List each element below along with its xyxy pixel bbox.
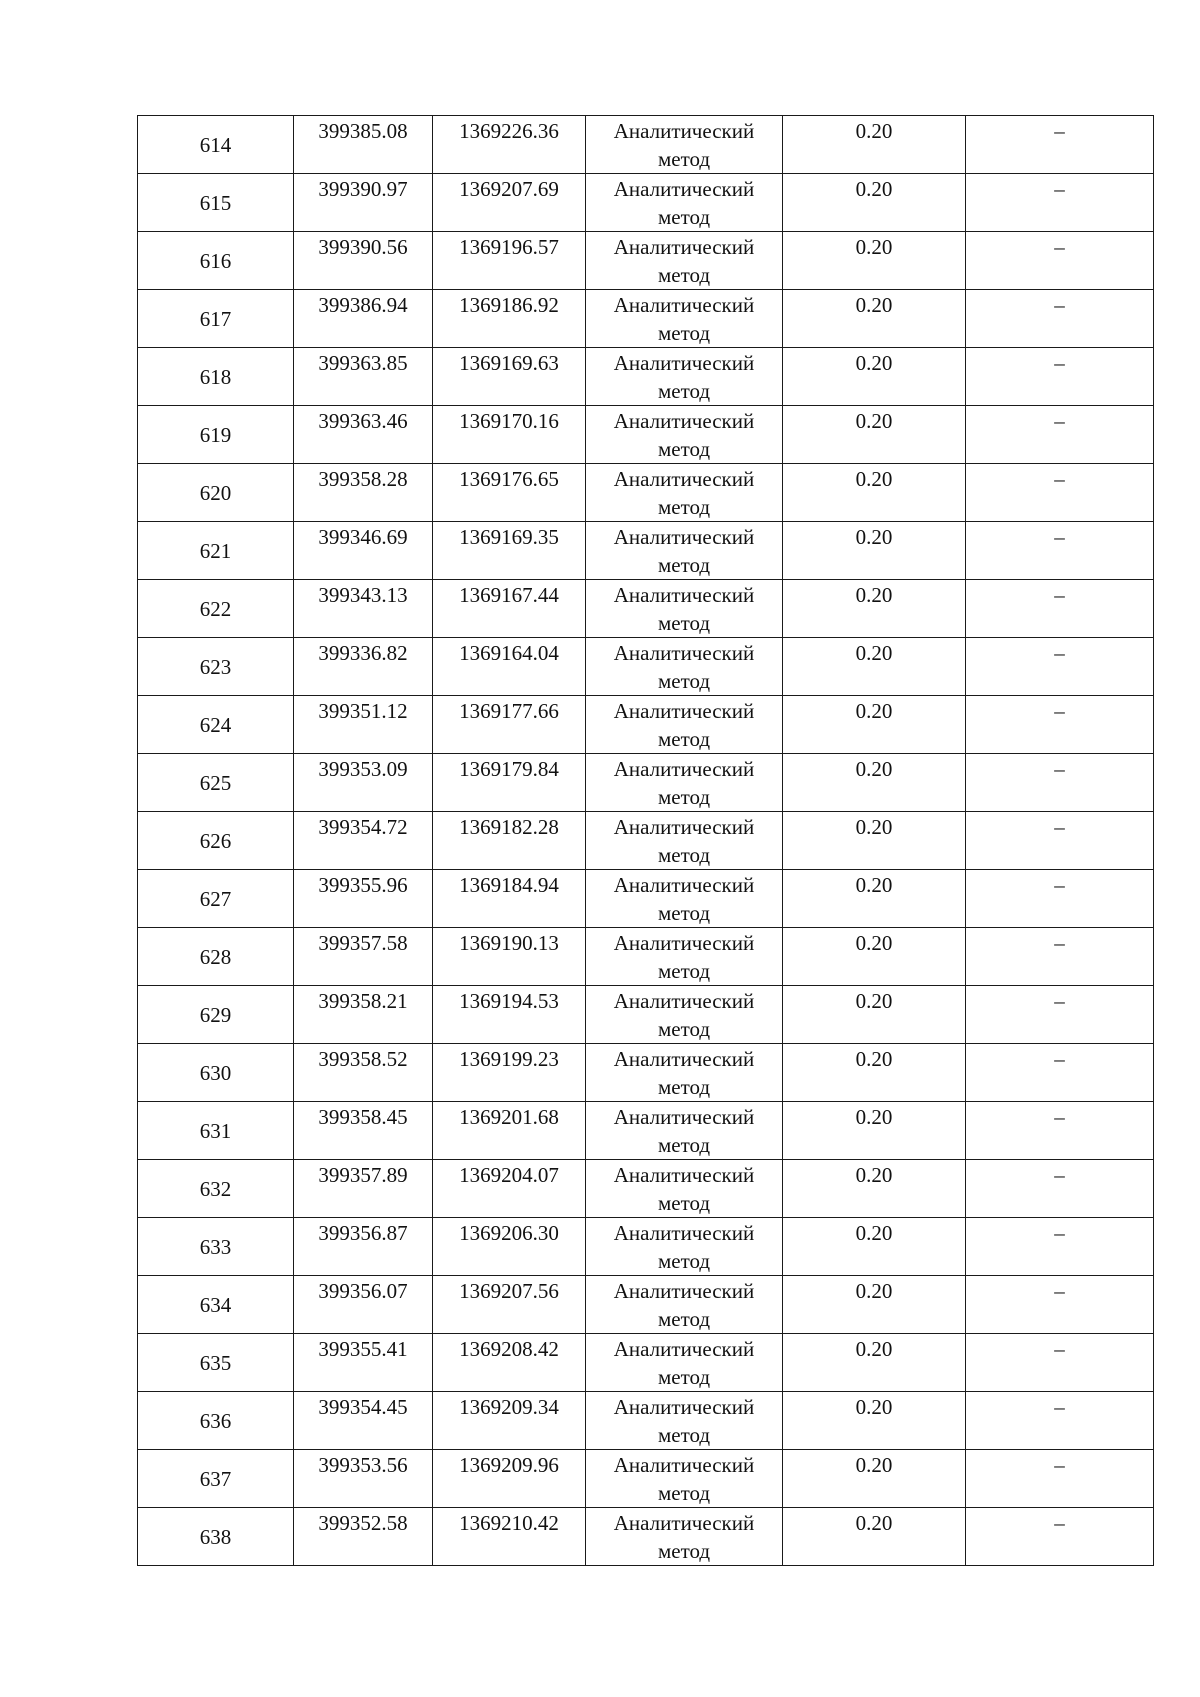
table-row	[138, 406, 1154, 464]
point-number-cell: 625	[138, 754, 294, 812]
accuracy-cell: 0.20	[783, 1044, 966, 1102]
method-line-1: Аналитический	[613, 177, 755, 201]
y-coordinate-cell: 1369176.65	[433, 464, 586, 522]
accuracy-cell: 0.20	[783, 406, 966, 464]
method-line-2: метод	[657, 437, 711, 461]
note-cell: –	[966, 928, 1154, 986]
y-coordinate-cell: 1369177.66	[433, 696, 586, 754]
method-cell	[586, 1334, 783, 1392]
accuracy-cell: 0.20	[783, 928, 966, 986]
method-line-2: метод	[657, 785, 711, 809]
method-line-1: Аналитический	[613, 641, 755, 665]
accuracy-cell: 0.20	[783, 522, 966, 580]
method-line-1: Аналитический	[613, 1453, 755, 1477]
method-line-2: метод	[657, 669, 711, 693]
method-line-1: Аналитический	[613, 235, 755, 259]
note-cell: –	[966, 174, 1154, 232]
method-line-1: Аналитический	[613, 931, 755, 955]
accuracy-cell: 0.20	[783, 290, 966, 348]
method-cell	[586, 232, 783, 290]
method-line-1: Аналитический	[613, 583, 755, 607]
method-line-1: Аналитический	[613, 699, 755, 723]
method-line-1: Аналитический	[613, 119, 755, 143]
coordinates-table-body	[138, 116, 1154, 1566]
y-coordinate-cell: 1369190.13	[433, 928, 586, 986]
x-coordinate-cell: 399355.96	[294, 870, 433, 928]
method-cell	[586, 1450, 783, 1508]
method-cell	[586, 1392, 783, 1450]
method-cell	[586, 812, 783, 870]
note-cell: –	[966, 1450, 1154, 1508]
note-cell: –	[966, 116, 1154, 174]
method-line-2: метод	[657, 321, 711, 345]
y-coordinate-cell: 1369207.56	[433, 1276, 586, 1334]
y-coordinate-cell: 1369199.23	[433, 1044, 586, 1102]
method-line-1: Аналитический	[613, 525, 755, 549]
table-row	[138, 1450, 1154, 1508]
accuracy-cell: 0.20	[783, 580, 966, 638]
method-line-1: Аналитический	[613, 409, 755, 433]
table-row	[138, 522, 1154, 580]
method-cell	[586, 870, 783, 928]
table-row	[138, 232, 1154, 290]
x-coordinate-cell: 399352.58	[294, 1508, 433, 1566]
point-number-cell: 626	[138, 812, 294, 870]
y-coordinate-cell: 1369207.69	[433, 174, 586, 232]
accuracy-cell: 0.20	[783, 464, 966, 522]
note-cell: –	[966, 580, 1154, 638]
accuracy-cell: 0.20	[783, 696, 966, 754]
table-row	[138, 870, 1154, 928]
note-cell: –	[966, 870, 1154, 928]
note-cell: –	[966, 986, 1154, 1044]
method-cell	[586, 1276, 783, 1334]
point-number-cell: 614	[138, 116, 294, 174]
y-coordinate-cell: 1369209.96	[433, 1450, 586, 1508]
point-number-cell: 620	[138, 464, 294, 522]
point-number-cell: 622	[138, 580, 294, 638]
method-cell	[586, 696, 783, 754]
method-cell	[586, 464, 783, 522]
method-cell	[586, 1218, 783, 1276]
note-cell: –	[966, 812, 1154, 870]
point-number-cell: 636	[138, 1392, 294, 1450]
x-coordinate-cell: 399358.21	[294, 986, 433, 1044]
method-line-1: Аналитический	[613, 1221, 755, 1245]
method-line-1: Аналитический	[613, 293, 755, 317]
accuracy-cell: 0.20	[783, 1392, 966, 1450]
coordinates-table	[137, 115, 1154, 1566]
note-cell: –	[966, 232, 1154, 290]
method-line-2: метод	[657, 1365, 711, 1389]
point-number-cell: 627	[138, 870, 294, 928]
y-coordinate-cell: 1369186.92	[433, 290, 586, 348]
method-line-1: Аналитический	[613, 1337, 755, 1361]
table-row	[138, 638, 1154, 696]
accuracy-cell: 0.20	[783, 1450, 966, 1508]
method-line-2: метод	[657, 959, 711, 983]
method-line-2: метод	[657, 611, 711, 635]
x-coordinate-cell: 399356.07	[294, 1276, 433, 1334]
method-line-2: метод	[657, 1133, 711, 1157]
y-coordinate-cell: 1369226.36	[433, 116, 586, 174]
note-cell: –	[966, 1160, 1154, 1218]
method-line-2: метод	[657, 727, 711, 751]
note-cell: –	[966, 290, 1154, 348]
table-row	[138, 290, 1154, 348]
point-number-cell: 616	[138, 232, 294, 290]
y-coordinate-cell: 1369201.68	[433, 1102, 586, 1160]
method-line-1: Аналитический	[613, 1047, 755, 1071]
table-row	[138, 1102, 1154, 1160]
note-cell: –	[966, 1276, 1154, 1334]
method-line-2: метод	[657, 553, 711, 577]
table-row	[138, 1276, 1154, 1334]
method-line-1: Аналитический	[613, 467, 755, 491]
x-coordinate-cell: 399336.82	[294, 638, 433, 696]
x-coordinate-cell: 399363.46	[294, 406, 433, 464]
method-line-2: метод	[657, 1075, 711, 1099]
point-number-cell: 629	[138, 986, 294, 1044]
accuracy-cell: 0.20	[783, 116, 966, 174]
y-coordinate-cell: 1369208.42	[433, 1334, 586, 1392]
method-line-1: Аналитический	[613, 1163, 755, 1187]
point-number-cell: 617	[138, 290, 294, 348]
point-number-cell: 632	[138, 1160, 294, 1218]
x-coordinate-cell: 399354.45	[294, 1392, 433, 1450]
method-line-2: метод	[657, 205, 711, 229]
method-cell	[586, 638, 783, 696]
point-number-cell: 623	[138, 638, 294, 696]
x-coordinate-cell: 399356.87	[294, 1218, 433, 1276]
point-number-cell: 628	[138, 928, 294, 986]
method-line-2: метод	[657, 1481, 711, 1505]
x-coordinate-cell: 399363.85	[294, 348, 433, 406]
table-row	[138, 696, 1154, 754]
table-row	[138, 986, 1154, 1044]
table-row	[138, 1334, 1154, 1392]
note-cell: –	[966, 1508, 1154, 1566]
method-line-1: Аналитический	[613, 1105, 755, 1129]
accuracy-cell: 0.20	[783, 1276, 966, 1334]
y-coordinate-cell: 1369167.44	[433, 580, 586, 638]
method-cell	[586, 580, 783, 638]
y-coordinate-cell: 1369164.04	[433, 638, 586, 696]
method-line-1: Аналитический	[613, 989, 755, 1013]
table-row	[138, 348, 1154, 406]
method-line-2: метод	[657, 1539, 711, 1563]
accuracy-cell: 0.20	[783, 174, 966, 232]
method-cell	[586, 116, 783, 174]
table-row	[138, 1044, 1154, 1102]
table-row	[138, 1218, 1154, 1276]
y-coordinate-cell: 1369169.35	[433, 522, 586, 580]
y-coordinate-cell: 1369204.07	[433, 1160, 586, 1218]
table-row	[138, 754, 1154, 812]
method-cell	[586, 1044, 783, 1102]
accuracy-cell: 0.20	[783, 1334, 966, 1392]
table-row	[138, 174, 1154, 232]
method-line-2: метод	[657, 147, 711, 171]
point-number-cell: 635	[138, 1334, 294, 1392]
y-coordinate-cell: 1369170.16	[433, 406, 586, 464]
method-line-2: метод	[657, 1017, 711, 1041]
y-coordinate-cell: 1369209.34	[433, 1392, 586, 1450]
x-coordinate-cell: 399353.09	[294, 754, 433, 812]
method-cell	[586, 928, 783, 986]
note-cell: –	[966, 464, 1154, 522]
x-coordinate-cell: 399346.69	[294, 522, 433, 580]
method-cell	[586, 174, 783, 232]
x-coordinate-cell: 399390.97	[294, 174, 433, 232]
table-row	[138, 580, 1154, 638]
note-cell: –	[966, 522, 1154, 580]
note-cell: –	[966, 1102, 1154, 1160]
y-coordinate-cell: 1369210.42	[433, 1508, 586, 1566]
accuracy-cell: 0.20	[783, 1508, 966, 1566]
method-line-1: Аналитический	[613, 1511, 755, 1535]
x-coordinate-cell: 399354.72	[294, 812, 433, 870]
method-cell	[586, 522, 783, 580]
y-coordinate-cell: 1369206.30	[433, 1218, 586, 1276]
point-number-cell: 621	[138, 522, 294, 580]
point-number-cell: 624	[138, 696, 294, 754]
method-cell	[586, 290, 783, 348]
note-cell: –	[966, 406, 1154, 464]
accuracy-cell: 0.20	[783, 986, 966, 1044]
method-line-1: Аналитический	[613, 1395, 755, 1419]
table-row	[138, 1160, 1154, 1218]
y-coordinate-cell: 1369182.28	[433, 812, 586, 870]
table-row	[138, 928, 1154, 986]
accuracy-cell: 0.20	[783, 1102, 966, 1160]
x-coordinate-cell: 399357.58	[294, 928, 433, 986]
point-number-cell: 631	[138, 1102, 294, 1160]
note-cell: –	[966, 1218, 1154, 1276]
table-row	[138, 1508, 1154, 1566]
x-coordinate-cell: 399358.28	[294, 464, 433, 522]
x-coordinate-cell: 399357.89	[294, 1160, 433, 1218]
point-number-cell: 633	[138, 1218, 294, 1276]
method-line-1: Аналитический	[613, 873, 755, 897]
point-number-cell: 618	[138, 348, 294, 406]
table-row	[138, 1392, 1154, 1450]
point-number-cell: 619	[138, 406, 294, 464]
accuracy-cell: 0.20	[783, 232, 966, 290]
x-coordinate-cell: 399390.56	[294, 232, 433, 290]
method-line-1: Аналитический	[613, 757, 755, 781]
y-coordinate-cell: 1369179.84	[433, 754, 586, 812]
point-number-cell: 634	[138, 1276, 294, 1334]
method-cell	[586, 1160, 783, 1218]
accuracy-cell: 0.20	[783, 1218, 966, 1276]
method-line-2: метод	[657, 263, 711, 287]
note-cell: –	[966, 1044, 1154, 1102]
accuracy-cell: 0.20	[783, 754, 966, 812]
table-row	[138, 464, 1154, 522]
method-cell	[586, 1102, 783, 1160]
method-cell	[586, 1508, 783, 1566]
table-row	[138, 116, 1154, 174]
accuracy-cell: 0.20	[783, 1160, 966, 1218]
y-coordinate-cell: 1369196.57	[433, 232, 586, 290]
method-cell	[586, 754, 783, 812]
table-row	[138, 812, 1154, 870]
method-line-2: метод	[657, 843, 711, 867]
y-coordinate-cell: 1369169.63	[433, 348, 586, 406]
note-cell: –	[966, 638, 1154, 696]
x-coordinate-cell: 399355.41	[294, 1334, 433, 1392]
x-coordinate-cell: 399358.52	[294, 1044, 433, 1102]
point-number-cell: 638	[138, 1508, 294, 1566]
point-number-cell: 615	[138, 174, 294, 232]
y-coordinate-cell: 1369194.53	[433, 986, 586, 1044]
y-coordinate-cell: 1369184.94	[433, 870, 586, 928]
x-coordinate-cell: 399343.13	[294, 580, 433, 638]
method-line-2: метод	[657, 1423, 711, 1447]
method-line-2: метод	[657, 1249, 711, 1273]
x-coordinate-cell: 399351.12	[294, 696, 433, 754]
method-line-2: метод	[657, 901, 711, 925]
x-coordinate-cell: 399385.08	[294, 116, 433, 174]
x-coordinate-cell: 399353.56	[294, 1450, 433, 1508]
accuracy-cell: 0.20	[783, 870, 966, 928]
note-cell: –	[966, 696, 1154, 754]
method-cell	[586, 986, 783, 1044]
method-line-2: метод	[657, 495, 711, 519]
note-cell: –	[966, 348, 1154, 406]
method-cell	[586, 348, 783, 406]
point-number-cell: 630	[138, 1044, 294, 1102]
x-coordinate-cell: 399386.94	[294, 290, 433, 348]
method-cell	[586, 406, 783, 464]
accuracy-cell: 0.20	[783, 638, 966, 696]
note-cell: –	[966, 1334, 1154, 1392]
note-cell: –	[966, 1392, 1154, 1450]
note-cell: –	[966, 754, 1154, 812]
method-line-2: метод	[657, 1191, 711, 1215]
method-line-2: метод	[657, 1307, 711, 1331]
method-line-1: Аналитический	[613, 351, 755, 375]
method-line-2: метод	[657, 379, 711, 403]
point-number-cell: 637	[138, 1450, 294, 1508]
x-coordinate-cell: 399358.45	[294, 1102, 433, 1160]
accuracy-cell: 0.20	[783, 348, 966, 406]
method-line-1: Аналитический	[613, 815, 755, 839]
method-line-1: Аналитический	[613, 1279, 755, 1303]
accuracy-cell: 0.20	[783, 812, 966, 870]
